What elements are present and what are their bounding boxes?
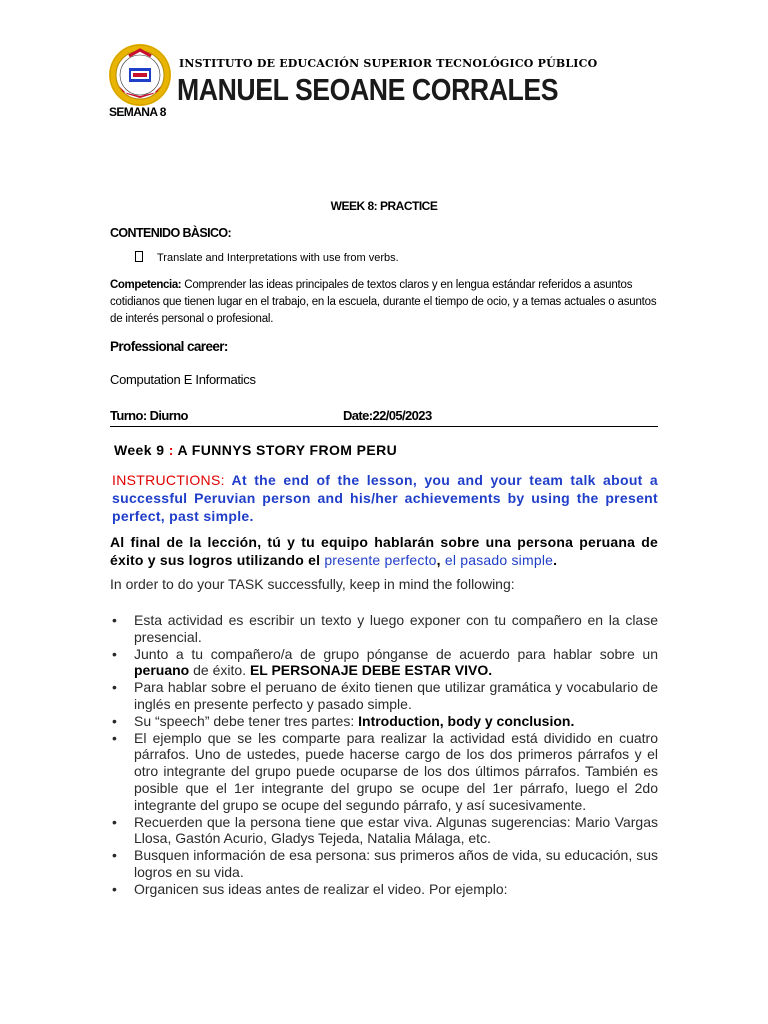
- career-heading: Professional career:: [110, 339, 228, 354]
- week-title: WEEK 8: PRACTICE: [330, 199, 438, 213]
- task-list: [110, 612, 658, 898]
- institute-name: INSTITUTO DE EDUCACIÓN SUPERIOR TECNOLÓGICO PÚBLICO: [179, 57, 598, 70]
- list-item: [110, 730, 658, 814]
- date-label: Date:22/05/2023: [343, 408, 432, 423]
- list-item-text: Recuerden que la persona tiene que estar viva. Algunas sugerencias: Mario Vargas Llosa, Gastón Acurio, Gladys Tejeda, Natalia Málaga, etc.: [134, 813, 658, 847]
- turno-label: Turno: Diurno: [110, 408, 188, 423]
- spanish-end: .: [553, 552, 558, 568]
- spanish-separator: ,: [436, 552, 445, 568]
- list-item-bold: Introduction, body y conclusion.: [358, 712, 575, 729]
- competencia-paragraph: [110, 277, 658, 328]
- contenido-heading: CONTENIDO BÀSICO:: [110, 226, 232, 240]
- spanish-intro: Al final de la lección, tú y tu equipo hablarán sobre una persona peruana de éxito y sus logros utilizando el: [110, 534, 658, 568]
- contenido-item: [135, 251, 399, 264]
- instructions-text: At the end of the lesson, you and your team talk about a successful Peruvian person and his/her achievements by using the present perfect, past simple.: [112, 472, 658, 524]
- list-item: [110, 612, 658, 646]
- list-item-text: Organicen sus ideas antes de realizar el video. Por ejemplo:: [134, 880, 508, 897]
- list-item-text: Esta actividad es escribir un texto y luego exponer con tu compañero en la clase presencial.: [134, 612, 658, 645]
- list-item-bold: peruano: [134, 662, 190, 679]
- in-order-text: In order to do your TASK successfully, keep in mind the following:: [110, 576, 515, 592]
- list-item: [110, 814, 658, 848]
- checkbox-icon: [135, 251, 143, 262]
- brand-name: MANUEL SEOANE CORRALES: [177, 72, 559, 107]
- list-item-text: Busquen información de esa persona: sus primeros años de vida, su educación, sus logros en su vida.: [134, 847, 658, 880]
- list-item-text: El ejemplo que se les comparte para realizar la actividad está dividido en cuatro párrafos. Uno de ustedes, puede hacerse cargo de los dos primeros párrafos y el otro integrante del grupo puede ocuparse de los dos últimos párrafos. También es posible que el 1er integrante del grupo se ocupe del 1er párrafo, luego el 2do integrante del grupo se ocupe del segundo párrafo, y así sucesivamente.: [134, 729, 658, 813]
- list-item: [110, 679, 658, 713]
- list-item: [110, 881, 658, 898]
- task-week-title: A FUNNYS STORY FROM PERU: [173, 442, 398, 458]
- instructions-paragraph: [112, 471, 658, 525]
- task-week-colon: :: [168, 442, 174, 458]
- semana-label: SEMANA 8: [109, 105, 166, 119]
- task-week-label: Week 9: [114, 442, 169, 458]
- institute-seal-icon: [107, 42, 173, 108]
- list-item-text: Para hablar sobre el peruano de éxito tienen que utilizar gramática y vocabulario de inglés en presente perfecto y pasado simple.: [134, 679, 658, 712]
- list-item: [110, 646, 658, 680]
- spanish-instructions: [110, 533, 658, 569]
- divider: [110, 426, 658, 427]
- list-item: [110, 847, 658, 881]
- competencia-text: Comprender las ideas principales de textos claros y en lengua estándar referidos a asuntos cotidianos que tienen lugar en el trabajo, en la escuela, durante el tiempo de ocio, y a temas actuales o asuntos de interés personal o profesional.: [110, 279, 657, 325]
- list-item-bold: EL PERSONAJE DEBE ESTAR VIVO.: [249, 662, 493, 679]
- list-item-text: de éxito.: [189, 662, 250, 679]
- list-item-text: Su “speech” debe tener tres partes:: [134, 712, 359, 729]
- spanish-past-simple: el pasado simple: [444, 552, 554, 568]
- instructions-label: INSTRUCTIONS:: [112, 472, 225, 488]
- list-item: [110, 713, 658, 730]
- spanish-present-perfect: presente perfecto: [324, 552, 437, 568]
- contenido-item-text: Translate and Interpretations with use from verbs.: [157, 252, 399, 264]
- list-item-text: Junto a tu compañero/a de grupo pónganse de acuerdo para hablar sobre un: [134, 645, 658, 662]
- task-title: [114, 442, 397, 458]
- career-value: Computation E Informatics: [110, 372, 256, 387]
- competencia-label: Competencia:: [110, 279, 182, 291]
